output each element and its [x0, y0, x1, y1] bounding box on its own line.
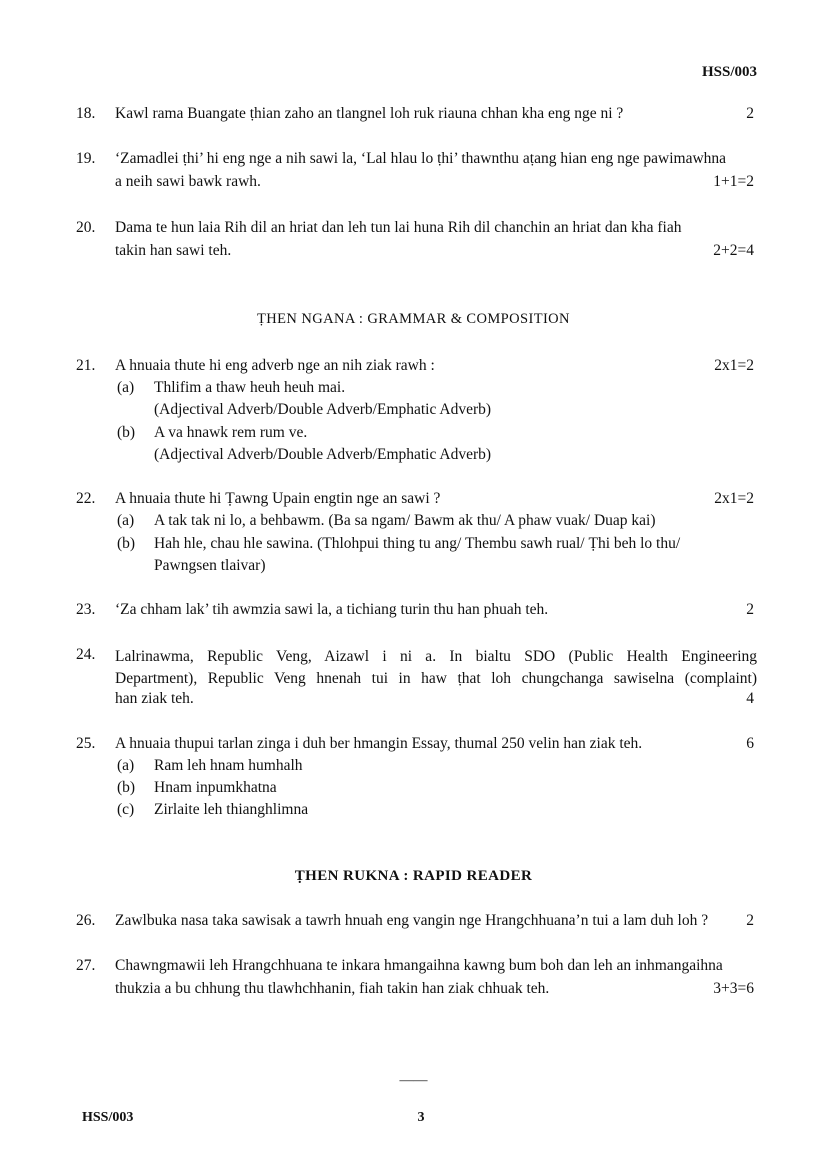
question-number: 24.	[76, 646, 96, 663]
question-marks: 4	[746, 690, 754, 707]
footer-rule: ——	[399, 1073, 428, 1088]
question-number: 21.	[76, 357, 96, 374]
question-marks: 2	[746, 601, 754, 618]
question-text: Zawlbuka nasa taka sawisak a tawrh hnuah eng vangin nge Hrangchhuana’n tui a lam duh loh ?	[115, 912, 709, 929]
question-text-line-1: Lalrinawma, Republic Veng, Aizawl i ni a. In bialtu SDO (Public Health Engineering	[115, 648, 757, 665]
question-text: A hnuaia thupui tarlan zinga i duh ber hmangin Essay, thumal 250 velin han ziak teh.	[115, 735, 643, 752]
item-label: (a)	[117, 512, 135, 529]
question-text: Kawl rama Buangate ṭhian zaho an tlangnel loh ruk riauna chhan kha eng nge ni ?	[115, 105, 624, 122]
question-marks: 2x1=2	[714, 490, 754, 507]
question-number: 27.	[76, 957, 96, 974]
question-marks: 2	[746, 105, 754, 122]
question-number: 18.	[76, 105, 96, 122]
page-number: 3	[417, 1110, 425, 1125]
item-text: Ram leh hnam humhalh	[154, 757, 303, 774]
question-text-line-2: takin han sawi teh.	[115, 242, 232, 259]
item-text: Hnam inpumkhatna	[154, 779, 277, 796]
question-number: 23.	[76, 601, 96, 618]
item-text: A va hnawk rem rum ve.	[154, 424, 308, 441]
footer-code: HSS/003	[82, 1110, 134, 1125]
item-options: (Adjectival Adverb/Double Adverb/Emphatic Adverb)	[154, 401, 492, 418]
question-text: A hnuaia thute hi Ṭawng Upain engtin nge an sawi ?	[115, 490, 441, 507]
section-heading-grammar: ṬHEN NGANA : GRAMMAR & COMPOSITION	[257, 311, 570, 327]
question-marks: 2	[746, 912, 754, 929]
item-label: (b)	[117, 424, 136, 441]
question-number: 20.	[76, 219, 96, 236]
question-text-line-3: han ziak teh.	[115, 690, 194, 707]
question-text: A hnuaia thute hi eng adverb nge an nih ziak rawh :	[115, 357, 435, 374]
question-number: 19.	[76, 150, 96, 167]
question-text-line-2: Department), Republic Veng hnenah tui in haw ṭhat loh chungchanga sawiselna (complaint)	[115, 670, 757, 687]
question-number: 26.	[76, 912, 96, 929]
item-label: (b)	[117, 535, 136, 552]
question-text: ‘Za chham lak’ tih awmzia sawi la, a tichiang turin thu han phuah teh.	[115, 601, 549, 618]
header-code: HSS/003	[701, 64, 757, 80]
question-text-line-1: ‘Zamadlei ṭhi’ hi eng nge a nih sawi la, ‘Lal hlau lo ṭhi’ thawnthu aṭang hian eng nge pawimawhna	[115, 150, 727, 167]
question-text-line-2: a neih sawi bawk rawh.	[115, 173, 261, 190]
question-marks: 6	[746, 735, 754, 752]
item-text-continued: Pawngsen tlaivar)	[154, 557, 266, 574]
item-options: (Adjectival Adverb/Double Adverb/Emphatic Adverb)	[154, 446, 492, 463]
item-text: Hah hle, chau hle sawina. (Thlohpui thing tu ang/ Thembu sawh rual/ Ṭhi beh lo thu/	[154, 535, 681, 552]
question-number: 25.	[76, 735, 96, 752]
question-marks: 1+1=2	[713, 173, 754, 190]
item-label: (a)	[117, 379, 135, 396]
section-heading-rapid-reader: ṬHEN RUKNA : RAPID READER	[294, 868, 533, 884]
item-text: Zirlaite leh thianghlimna	[154, 801, 309, 818]
question-text-line-1: Chawngmawii leh Hrangchhuana te inkara hmangaihna kawng bum boh dan leh an inhmangaihna	[115, 957, 723, 974]
item-label: (c)	[117, 801, 135, 818]
question-marks: 3+3=6	[713, 980, 754, 997]
item-text: A tak tak ni lo, a behbawm. (Ba sa ngam/ Bawm ak thu/ A phaw vuak/ Duap kai)	[154, 512, 656, 529]
question-marks: 2+2=4	[713, 242, 754, 259]
item-label: (a)	[117, 757, 135, 774]
question-text-line-1: Dama te hun laia Rih dil an hriat dan leh tun lai huna Rih dil chanchin an hriat dan kha fiah	[115, 219, 682, 236]
question-marks: 2x1=2	[714, 357, 754, 374]
item-label: (b)	[117, 779, 136, 796]
question-number: 22.	[76, 490, 96, 507]
question-text-line-2: thukzia a bu chhung thu tlawhchhanin, fiah takin han ziak chhuak teh.	[115, 980, 550, 997]
item-text: Thlifim a thaw heuh heuh mai.	[154, 379, 346, 396]
